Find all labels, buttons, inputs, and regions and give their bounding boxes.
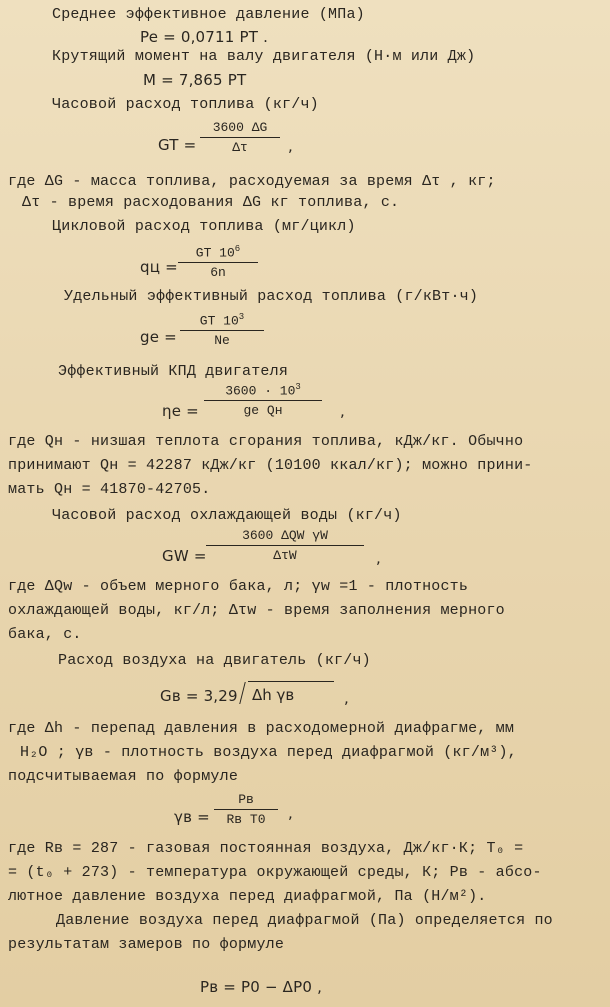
formula-comma: , xyxy=(340,402,345,420)
sqrt-radicand xyxy=(248,681,334,704)
formula-qc-denominator: 6n xyxy=(210,265,226,281)
formula-qc-fraction xyxy=(178,242,258,280)
text-line: Часовой расход охлаждающей воды (кг/ч) xyxy=(52,507,402,524)
text-line: H₂O ; γв - плотность воздуха перед диафрагмой (кг/м³), xyxy=(20,744,517,761)
text-line: Часовой расход топлива (кг/ч) xyxy=(52,96,319,113)
formula-eta-fraction xyxy=(204,380,322,418)
formula-gw-numerator: 3600 ΔQW γW xyxy=(242,528,328,543)
formula-ge-exponent: 3 xyxy=(238,312,245,322)
formula-gt-denominator: Δτ xyxy=(232,140,248,155)
text-line: результатам замеров по формуле xyxy=(8,936,285,953)
text-line: где Rв = 287 - газовая постоянная воздуха, Дж/кг·К; T₀ = xyxy=(8,840,524,857)
text-line: Среднее эффективное давление (МПа) xyxy=(52,6,365,23)
formula-eta-exponent: 3 xyxy=(295,382,301,392)
formula-ge-numerator: GT 10 xyxy=(199,313,239,329)
text-line: где ΔQw - объем мерного бака, л; γw =1 - плотность xyxy=(8,578,469,595)
formula-comma: , xyxy=(288,137,293,155)
formula-comma: , xyxy=(376,549,381,567)
formula-m: M = 7,865 PT xyxy=(143,71,247,89)
text-line: охлаждающей воды, кг/л; Δτw - время заполнения мерного xyxy=(8,602,505,619)
formula-eta-denominator: ge Qн xyxy=(243,403,283,419)
formula-gt-fraction xyxy=(200,120,280,155)
formula-gamma-fraction xyxy=(214,792,278,827)
text-line: где ΔG - масса топлива, расходуемая за время Δτ , кг; xyxy=(8,173,496,190)
text-line: Эффективный КПД двигателя xyxy=(58,363,289,380)
text-line: Цикловой расход топлива (мг/цикл) xyxy=(52,218,356,235)
formula-gamma-denominator: Rв T0 xyxy=(226,812,266,827)
text-line: Крутящий момент на валу двигателя (Н·м или Дж) xyxy=(52,48,476,65)
formula-gamma-lhs: γв = xyxy=(174,808,210,826)
text-line: где Qн - низшая теплота сгорания топлива, кДж/кг. Обычно xyxy=(8,433,524,450)
formula-eta-lhs: ηe = xyxy=(162,402,199,420)
formula-gw-lhs: GW = xyxy=(162,547,207,565)
formula-qc-exponent: 6 xyxy=(234,244,241,254)
text-line: Удельный эффективный расход топлива (г/кВт·ч) xyxy=(64,288,479,305)
formula-gamma-numerator: Pв xyxy=(238,792,254,807)
formula-gb-lhs: Gв = 3,29 xyxy=(160,687,238,705)
text-line: лютное давление воздуха перед диафрагмой, Па (Н/м²). xyxy=(8,888,487,905)
formula-ge-denominator: Ne xyxy=(214,333,230,349)
formula-qc-lhs: qц = xyxy=(140,258,178,276)
formula-gt-lhs: GT = xyxy=(158,136,197,154)
formula-gb-radicand: Δh γв xyxy=(252,686,295,704)
formula-ge-lhs: ge = xyxy=(140,328,177,346)
text-line: = (t₀ + 273) - температура окружающей среды, К; Pв - абсо- xyxy=(8,864,542,881)
text-line: Давление воздуха перед диафрагмой (Па) определяется по xyxy=(56,912,553,929)
text-line: подсчитываемая по формуле xyxy=(8,768,239,785)
text-line: Расход воздуха на двигатель (кг/ч) xyxy=(58,652,371,669)
formula-comma: , xyxy=(344,689,349,707)
text-line: мать Qн = 41870-42705. xyxy=(8,481,211,498)
formula-gt-numerator: 3600 ΔG xyxy=(212,120,268,135)
formula-pb: Pв = P0 − ΔP0 , xyxy=(200,978,323,996)
formula-pe: Pe = 0,0711 PT . xyxy=(140,28,269,46)
text-line: бака, с. xyxy=(8,626,82,643)
formula-qc-numerator: GT 10 xyxy=(195,245,235,261)
formula-comma: , xyxy=(288,804,293,822)
formula-ge-fraction xyxy=(180,310,264,348)
text-line: принимают Qн = 42287 кДж/кг (10100 ккал/кг); можно прини- xyxy=(8,457,533,474)
formula-eta-numerator: 3600 · 10 xyxy=(225,383,296,399)
formula-gw-fraction xyxy=(206,528,364,563)
text-line: Δτ - время расходования ΔG кг топлива, с. xyxy=(22,194,400,211)
formula-gw-denominator: ΔτW xyxy=(273,548,297,563)
text-line: где Δh - перепад давления в расходомерной диафрагме, мм xyxy=(8,720,515,737)
